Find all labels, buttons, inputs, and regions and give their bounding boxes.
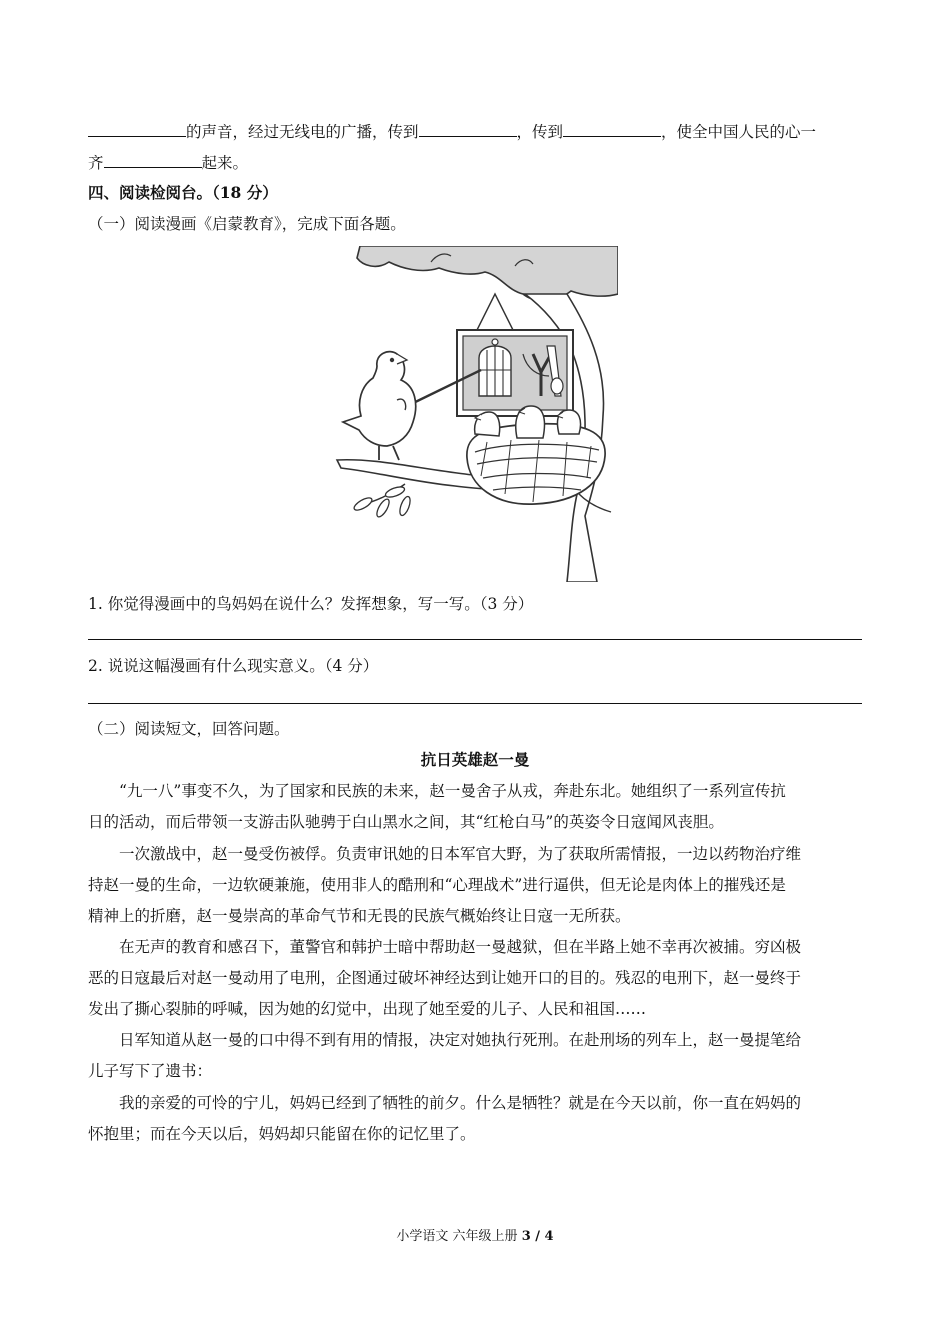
fill-in-text: ，传到: [516, 123, 564, 141]
passage-title: 抗日英雄赵一曼: [420, 750, 530, 769]
part2-intro: （二）阅读短文，回答问题。: [88, 720, 290, 738]
passage-line: 持赵一曼的生命，一边软硬兼施，使用非人的酷刑和“心理战术”进行逼供，但无论是肉体上的摧残还是: [88, 876, 786, 894]
fill-in-text: 起来。: [201, 154, 249, 172]
page-number: 3 / 4: [521, 1229, 554, 1244]
answer-blank[interactable]: [563, 120, 661, 137]
passage-line: 一次激战中，赵一曼受伤被俘。负责审讯她的日本军官大野，为了获取所需情报，一边以药物治疗维: [119, 845, 802, 863]
question-1: 1. 你觉得漫画中的鸟妈妈在说什么？发挥想象，写一写。（3 分）: [88, 595, 534, 613]
passage-line: 日军知道从赵一曼的口中得不到有用的情报，决定对她执行死刑。在赴刑场的列车上，赵一曼提笔给: [119, 1031, 802, 1049]
passage-line: 精神上的折磨，赵一曼崇高的革命气节和无畏的民族气概始终让日寇一无所获。: [88, 907, 631, 925]
passage-line: 我的亲爱的可怜的宁儿，妈妈已经到了牺牲的前夕。什么是牺牲？就是在今天以前，你一直在妈妈的: [119, 1094, 802, 1112]
passage-line: 儿子写下了遗书：: [88, 1062, 213, 1080]
fill-in-text: ，使全中国人民的心一: [661, 123, 817, 141]
passage-line: 在无声的教育和感召下，董警官和韩护士暗中帮助赵一曼越狱，但在半路上她不幸再次被捕。穷凶极: [119, 938, 802, 956]
passage-line: 恶的日寇最后对赵一曼动用了电刑，企图通过破坏神经达到让她开口的目的。残忍的电刑下，赵一曼终于: [88, 969, 802, 987]
cartoon-illustration: [335, 246, 618, 582]
passage-line: 发出了撕心裂肺的呼喊，因为她的幻觉中，出现了她至爱的儿子、人民和祖国……: [88, 1000, 647, 1018]
fill-in-line-1: [88, 120, 862, 143]
passage-line: 怀抱里；而在今天以后，妈妈却只能留在你的记忆里了。: [88, 1125, 476, 1143]
section-heading: 四、阅读检阅台。（18 分）: [88, 183, 278, 202]
passage-line: “九一八”事变不久，为了国家和民族的未来，赵一曼舍子从戎，奔赴东北。她组织了一系列宣传抗: [119, 782, 786, 800]
answer-line[interactable]: [88, 703, 862, 704]
answer-blank[interactable]: [419, 120, 517, 137]
part1-intro: （一）阅读漫画《启蒙教育》，完成下面各题。: [88, 215, 406, 233]
answer-blank[interactable]: [104, 151, 202, 168]
answer-line[interactable]: [88, 639, 862, 640]
footer-subject: 小学语文 六年级上册: [396, 1229, 522, 1244]
answer-blank[interactable]: [88, 120, 186, 137]
question-2: 2. 说说这幅漫画有什么现实意义。（4 分）: [88, 657, 379, 675]
page-footer: [0, 1228, 950, 1246]
fill-in-line-2: [88, 151, 862, 174]
passage-line: 日的活动，而后带领一支游击队驰骋于白山黑水之间，其“红枪白马”的英姿令日寇闻风丧胆。: [88, 813, 724, 831]
fill-in-text: 齐: [88, 154, 104, 172]
fill-in-text: 的声音，经过无线电的广播，传到: [186, 123, 419, 141]
